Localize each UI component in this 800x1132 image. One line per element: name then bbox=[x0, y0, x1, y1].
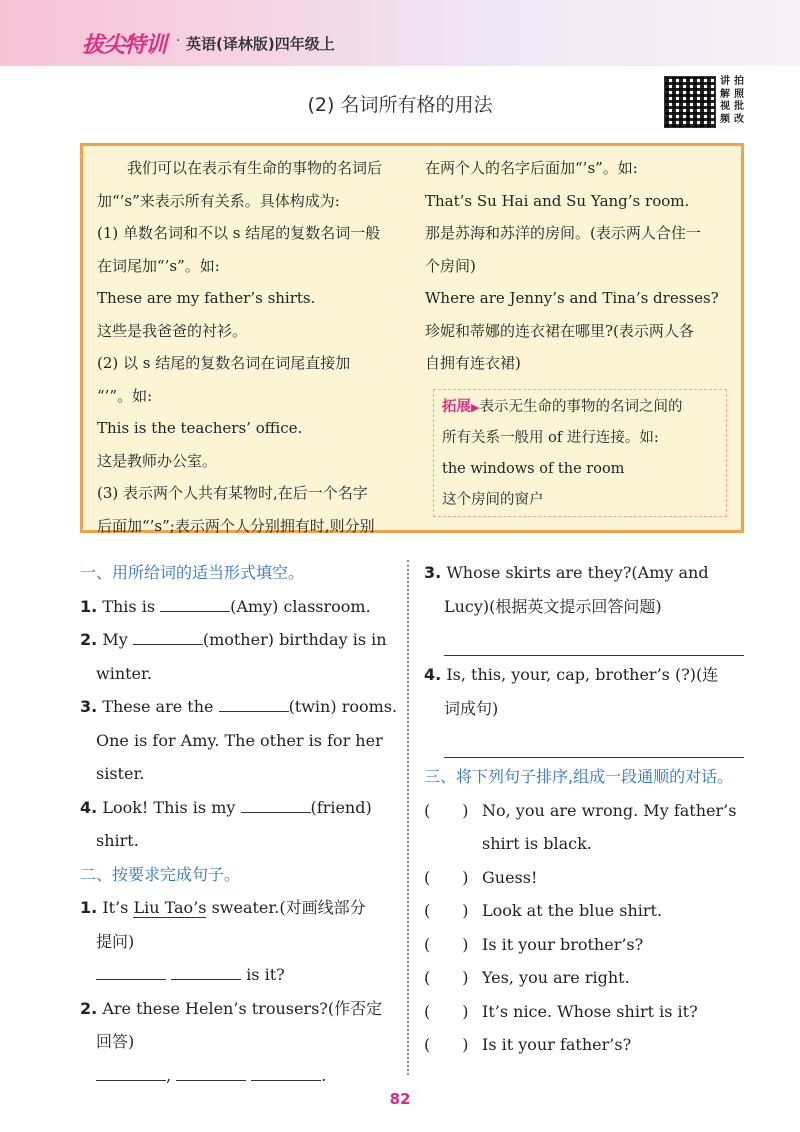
question-text: Is, this, your, cap, brother’s (?)(连 bbox=[446, 665, 719, 684]
question-text: Look! This is my bbox=[102, 797, 236, 817]
word-hint: (twin) bbox=[288, 697, 337, 716]
order-blank[interactable]: ( ) bbox=[424, 1001, 469, 1021]
part2-q3 bbox=[424, 556, 754, 590]
question-number: 4. bbox=[80, 797, 98, 817]
underlined-phrase: Liu Tao’s bbox=[133, 898, 207, 917]
question-number: 1. bbox=[80, 898, 98, 917]
extension-line: the windows of the room bbox=[442, 461, 625, 477]
dialogue-item bbox=[424, 928, 754, 962]
part1-q1 bbox=[80, 590, 398, 624]
part2-q1-answer bbox=[80, 958, 398, 992]
info-line: 这些是我爸爸的衬衫。 bbox=[97, 321, 248, 340]
part2-q2 bbox=[80, 992, 398, 1026]
header-separator: · bbox=[176, 33, 181, 49]
question-text: Whose skirts are they?(Amy and bbox=[446, 563, 709, 582]
info-right-column bbox=[425, 152, 733, 380]
dialogue-text: Is it your brother’s? bbox=[482, 934, 644, 954]
part3-heading: 三、将下列句子排序,组成一段通顺的对话。 bbox=[424, 767, 734, 786]
dialogue-text: Guess! bbox=[482, 867, 538, 887]
dialogue-text: No, you are wrong. My father’s bbox=[482, 800, 737, 820]
exercises-left-column bbox=[80, 556, 398, 1092]
question-number: 3. bbox=[80, 697, 98, 716]
question-text: winter. bbox=[96, 663, 152, 683]
question-text: rooms. bbox=[341, 697, 398, 716]
info-line: 那是苏海和苏洋的房间。(表示两人合住一 bbox=[425, 224, 701, 242]
order-blank[interactable]: ( ) bbox=[424, 867, 469, 887]
answer-line[interactable] bbox=[444, 725, 744, 758]
qr-label-char: 改 bbox=[734, 113, 744, 125]
info-line: 后面加“’s”;表示两个人分别拥有时,则分别 bbox=[97, 516, 375, 535]
punctuation: . bbox=[321, 1065, 327, 1085]
answer-blank[interactable] bbox=[133, 626, 203, 645]
part2-q2-answer bbox=[80, 1059, 398, 1093]
dialogue-item bbox=[424, 1028, 754, 1062]
qr-label-char: 解 bbox=[720, 88, 730, 100]
info-line: (1) 单数名词和不以 s 结尾的复数名词一般 bbox=[97, 224, 381, 242]
dialogue-item bbox=[424, 794, 754, 828]
answer-blank[interactable] bbox=[171, 961, 241, 980]
answer-blank[interactable] bbox=[176, 1062, 246, 1081]
info-line: That’s Su Hai and Su Yang’s room. bbox=[425, 191, 690, 210]
question-text: These are the bbox=[102, 697, 214, 716]
info-line: 加“’s”来表示所有关系。具体构成为: bbox=[97, 191, 340, 210]
info-line: 珍妮和蒂娜的连衣裙在哪里?(表示两人各 bbox=[425, 321, 694, 340]
part2-q4 bbox=[424, 658, 754, 692]
order-blank[interactable]: ( ) bbox=[424, 901, 469, 920]
answer-line[interactable] bbox=[444, 623, 744, 656]
question-text: Lucy)(根据英文提示回答问题) bbox=[444, 596, 662, 616]
word-hint: (Amy) bbox=[230, 596, 279, 616]
question-text: is it? bbox=[246, 965, 285, 984]
word-hint: (mother) bbox=[202, 630, 274, 649]
dialogue-text: Is it your father’s? bbox=[482, 1035, 632, 1054]
subject-title: 英语(译林版)四年级上 bbox=[186, 35, 335, 53]
dialogue-item bbox=[424, 894, 754, 928]
qr-label-char: 照 bbox=[734, 88, 744, 100]
question-number: 1. bbox=[80, 596, 98, 616]
answer-blank[interactable] bbox=[251, 1062, 321, 1081]
info-line: 在词尾加“’s”。如: bbox=[97, 256, 220, 275]
dialogue-item bbox=[424, 995, 754, 1029]
info-line: 自拥有连衣裙) bbox=[425, 354, 521, 372]
extension-first-line bbox=[442, 392, 718, 423]
qr-label-char: 视 bbox=[720, 101, 730, 112]
question-text: My bbox=[102, 630, 128, 649]
info-line: “’”。如: bbox=[97, 386, 153, 405]
qr-code-icon[interactable] bbox=[664, 76, 716, 128]
brand-logo: 拔尖特训 bbox=[82, 33, 167, 58]
grammar-info-box bbox=[80, 143, 744, 533]
order-blank[interactable]: ( ) bbox=[424, 800, 469, 820]
qr-label-char: 频 bbox=[720, 113, 730, 125]
answer-blank[interactable] bbox=[219, 693, 289, 712]
qr-label-char: 拍 bbox=[734, 76, 744, 87]
order-blank[interactable]: ( ) bbox=[424, 1035, 469, 1054]
info-line: 这是教师办公室。 bbox=[97, 451, 218, 470]
question-text: birthday is in bbox=[279, 630, 387, 649]
part1-q3 bbox=[80, 690, 398, 724]
question-text: sweater.(对画线部分 bbox=[211, 898, 366, 917]
answer-blank[interactable] bbox=[160, 593, 230, 612]
answer-blank[interactable] bbox=[241, 794, 311, 813]
question-text: shirt. bbox=[96, 831, 139, 850]
extension-line: 所有关系一般用 of 进行连接。如: bbox=[442, 430, 659, 446]
question-text: 回答) bbox=[96, 1032, 135, 1051]
dialogue-text: Yes, you are right. bbox=[482, 968, 630, 987]
info-line: 我们可以在表示有生命的事物的名词后 bbox=[97, 159, 383, 177]
question-number: 2. bbox=[80, 998, 98, 1018]
arrow-right-icon: ▶ bbox=[471, 401, 480, 414]
question-number: 3. bbox=[424, 563, 442, 582]
extension-label: 拓展 bbox=[442, 399, 471, 415]
section-title: (2) 名词所有格的用法 bbox=[307, 94, 493, 116]
info-left-column bbox=[97, 152, 397, 542]
question-text: This is bbox=[102, 596, 156, 616]
word-hint: (friend) bbox=[310, 797, 372, 817]
info-line: 在两个人的名字后面加“’s”。如: bbox=[425, 159, 638, 177]
question-text: 词成句) bbox=[444, 698, 499, 718]
qr-label bbox=[718, 76, 748, 126]
page-number: 82 bbox=[389, 1090, 411, 1108]
question-text: sister. bbox=[96, 764, 145, 783]
part2-q1 bbox=[80, 891, 398, 925]
question-text: classroom. bbox=[283, 596, 371, 616]
info-line: This is the teachers’ office. bbox=[97, 419, 303, 437]
info-line: (2) 以 s 结尾的复数名词在词尾直接加 bbox=[97, 354, 351, 372]
info-line: 个房间) bbox=[425, 256, 476, 275]
answer-blank[interactable] bbox=[96, 961, 166, 980]
qr-label-char: 讲 bbox=[720, 76, 730, 87]
dialogue-item bbox=[424, 961, 754, 995]
part1-q4 bbox=[80, 791, 398, 825]
extension-line: 这个房间的窗户 bbox=[442, 492, 544, 508]
dialogue-text: It’s nice. Whose shirt is it? bbox=[482, 1001, 698, 1021]
question-text: 提问) bbox=[96, 931, 135, 951]
info-line: (3) 表示两个人共有某物时,在后一个名字 bbox=[97, 484, 368, 502]
question-number: 4. bbox=[424, 665, 442, 684]
qr-label-char: 批 bbox=[734, 101, 744, 112]
dialogue-text: Look at the blue shirt. bbox=[482, 901, 663, 920]
extension-text: 表示无生命的事物的名词之间的 bbox=[479, 399, 683, 415]
part1-q2 bbox=[80, 623, 398, 657]
column-divider bbox=[407, 560, 409, 1075]
order-blank[interactable]: ( ) bbox=[424, 968, 469, 987]
order-blank[interactable]: ( ) bbox=[424, 934, 469, 954]
info-line: These are my father’s shirts. bbox=[97, 289, 316, 307]
punctuation: , bbox=[166, 1065, 172, 1085]
question-text: Are these Helen’s trousers?(作否定 bbox=[102, 998, 383, 1018]
dialogue-item bbox=[424, 861, 754, 895]
question-number: 2. bbox=[80, 630, 98, 649]
dialogue-text: shirt is black. bbox=[482, 834, 592, 853]
question-text: It’s bbox=[102, 898, 129, 917]
exercises-right-column bbox=[424, 556, 754, 1062]
part2-heading: 二、按要求完成句子。 bbox=[80, 864, 241, 884]
info-line: Where are Jenny’s and Tina’s dresses? bbox=[425, 289, 719, 307]
answer-blank[interactable] bbox=[96, 1062, 166, 1081]
question-text: One is for Amy. The other is for her bbox=[96, 730, 383, 750]
extension-note-box bbox=[433, 389, 727, 517]
part1-heading: 一、用所给词的适当形式填空。 bbox=[80, 563, 305, 582]
